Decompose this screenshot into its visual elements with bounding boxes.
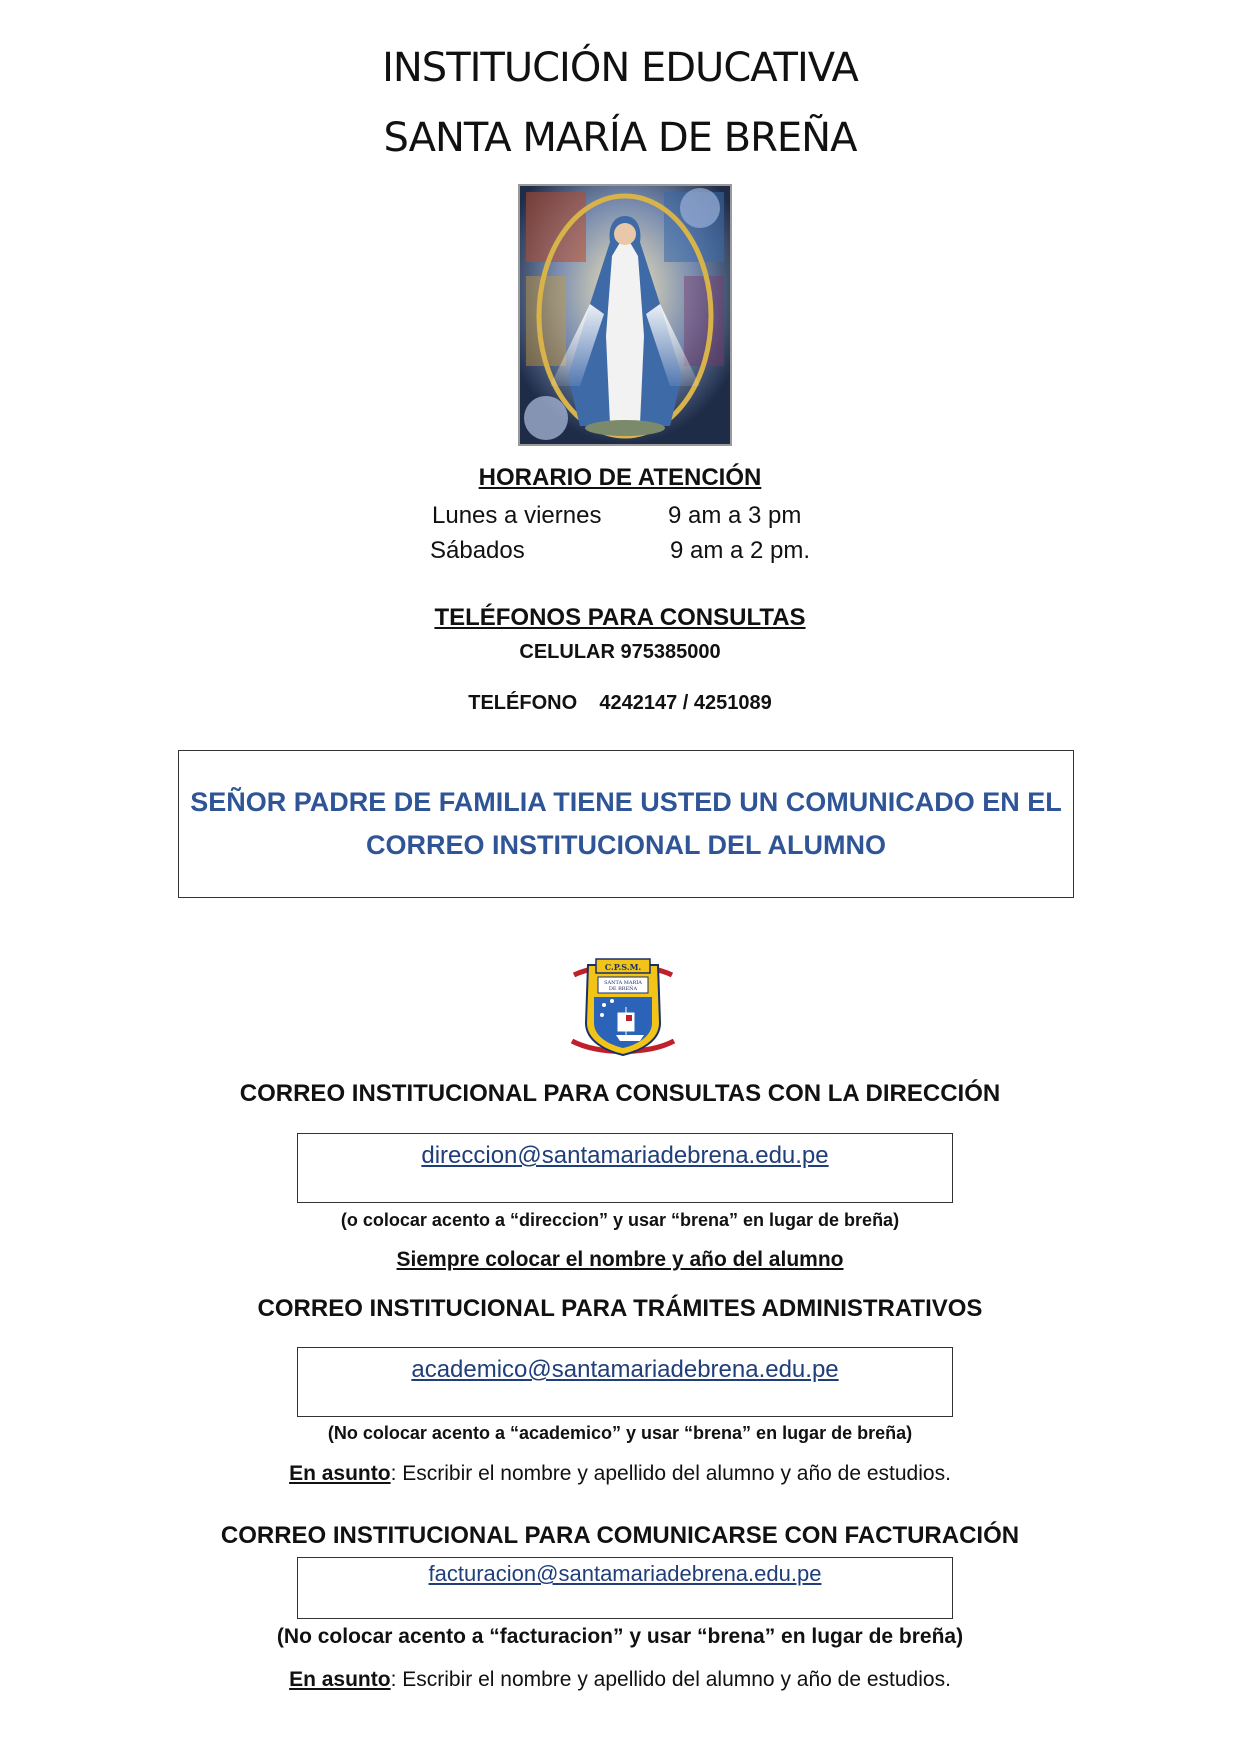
hours-day-saturday: Sábados [430,537,525,564]
phone-line [0,692,1240,715]
institution-title-line-1: INSTITUCIÓN EDUCATIVA [382,45,858,91]
direccion-heading: CORREO INSTITUCIONAL PARA CONSULTAS CON LA DIRECCIÓN [239,1080,1001,1107]
academico-subject-line [0,1462,1240,1486]
academico-heading: CORREO INSTITUCIONAL PARA TRÁMITES ADMINISTRATIVOS [257,1295,983,1322]
phone-numbers: 4242147 / 4251089 [599,692,772,714]
direccion-email-box [297,1133,953,1203]
facturacion-subject-label: En asunto [289,1668,391,1691]
phones-title: TELÉFONOS PARA CONSULTAS [434,604,806,631]
facturacion-subject-line [0,1668,1240,1692]
crest-icon [568,945,678,1059]
hours-time-saturday: 9 am a 2 pm. [670,537,811,564]
notice-text: SEÑOR PADRE DE FAMILIA TIENE USTED UN COMUNICADO EN EL CORREO INSTITUCIONAL DEL ALUMNO [190,787,1062,860]
hours-day-weekdays: Lunes a viernes [432,502,602,529]
crest-top-text: C.P.S.M. [604,962,642,972]
facturacion-email-box [297,1557,953,1619]
mobile-number: CELULAR 975385000 [519,641,721,663]
direccion-reminder: Siempre colocar el nombre y año del alumno [396,1248,844,1271]
facturacion-heading: CORREO INSTITUCIONAL PARA COMUNICARSE CON FACTURACIÓN [220,1522,1020,1549]
academico-email-box [297,1347,953,1417]
hours-time-weekdays: 9 am a 3 pm [668,502,802,529]
direccion-note: (o colocar acento a “direccion” y usar “brena” en lugar de breña) [340,1210,900,1230]
facturacion-note: (No colocar acento a “facturacion” y usar “brena” en lugar de breña) [276,1625,964,1648]
direccion-email-link[interactable]: direccion@santamariadebrena.edu.pe [421,1142,829,1169]
academico-email-link[interactable]: academico@santamariadebrena.edu.pe [411,1356,839,1383]
crest-banner-text-1: SANTA MARÍA [604,980,642,986]
notice-box [178,750,1074,898]
academico-subject-label: En asunto [289,1462,391,1485]
school-crest-logo [568,945,678,1059]
academico-note: (No colocar acento a “academico” y usar “brena” en lugar de breña) [327,1423,913,1443]
virgin-mary-illustration [520,186,730,444]
facturacion-email-link[interactable]: facturacion@santamariadebrena.edu.pe [428,1561,822,1586]
crest-banner-text-2: DE BREÑA [608,986,638,992]
hours-title: HORARIO DE ATENCIÓN [478,464,762,491]
academico-subject-text: : Escribir el nombre y apellido del alumno y año de estudios. [390,1462,951,1485]
virgin-mary-image [518,184,732,446]
phone-label: TELÉFONO [468,692,578,714]
facturacion-subject-text: : Escribir el nombre y apellido del alumno y año de estudios. [390,1668,951,1691]
institution-title-line-2: SANTA MARÍA DE BREÑA [383,115,857,161]
